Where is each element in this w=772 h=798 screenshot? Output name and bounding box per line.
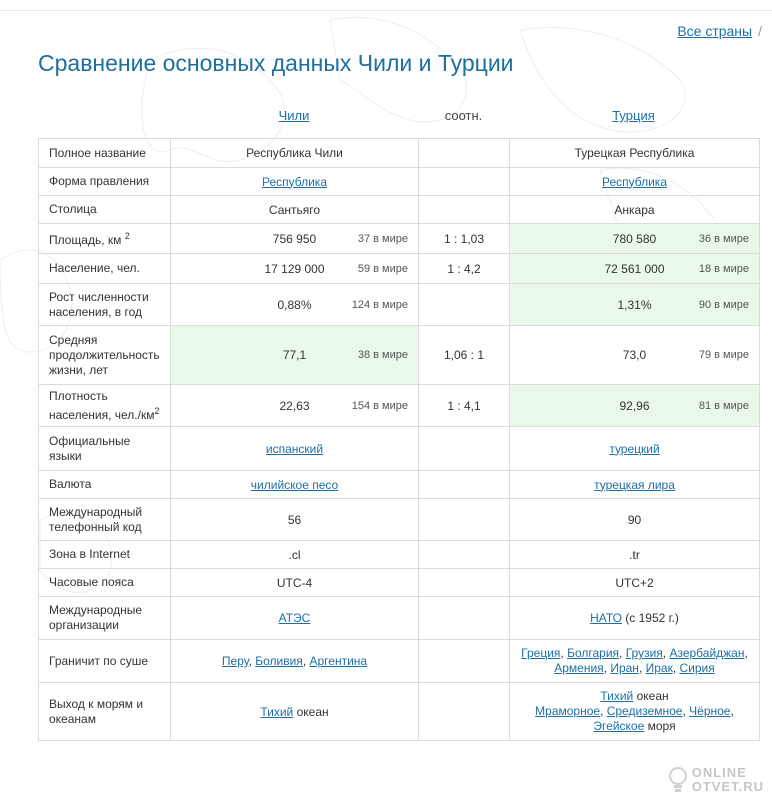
border-country-link[interactable]: Аргентина xyxy=(309,654,368,668)
turkey-value xyxy=(510,385,760,427)
sea-link[interactable]: Средиземное xyxy=(606,704,683,718)
table-row xyxy=(39,597,760,640)
ratio-value xyxy=(419,427,510,471)
page-title: Сравнение основных данных Чили и Турции xyxy=(38,50,514,76)
ratio-value xyxy=(419,640,510,683)
ratio-value xyxy=(419,597,510,640)
chile-value: Республика Чили xyxy=(171,139,419,168)
chile-rank: 38 в мире xyxy=(357,349,408,361)
turkey-rank: 81 в мире xyxy=(698,399,749,412)
chile-rank: 124 в мире xyxy=(351,298,408,311)
breadcrumb-separator: / xyxy=(758,23,762,39)
chile-value: .cl xyxy=(171,541,419,569)
table-row xyxy=(39,254,760,284)
ratio-value xyxy=(419,196,510,224)
turkey-link[interactable]: Турция xyxy=(612,108,655,123)
chile-value xyxy=(171,427,419,471)
chile-number: 17 129 000 xyxy=(264,261,325,276)
top-divider xyxy=(0,10,772,11)
turkey-value: Греция, Болгария, Грузия, Азербайджан, Армения, Иран, Ирак, Сирия xyxy=(510,640,760,683)
chile-rank: 59 в мире xyxy=(357,262,408,275)
turkey-rank: 36 в мире xyxy=(698,232,749,245)
turkey-value xyxy=(510,326,760,385)
breadcrumb xyxy=(677,23,762,39)
site-watermark xyxy=(668,766,764,794)
border-country-link[interactable]: Азербайджан xyxy=(669,646,745,660)
row-label: Валюта xyxy=(39,471,171,499)
chile-number: 0,88% xyxy=(277,297,312,312)
sea-link[interactable]: Мраморное xyxy=(535,704,601,718)
row-label: Часовые пояса xyxy=(39,569,171,597)
table-row xyxy=(39,427,760,471)
table-row xyxy=(39,569,760,597)
watermark-text xyxy=(692,766,764,794)
chile-number: 22,63 xyxy=(279,398,310,413)
sea-suffix: океан xyxy=(633,689,669,703)
border-country-link[interactable]: Армения xyxy=(554,661,604,675)
table-row xyxy=(39,683,760,741)
sea-link[interactable]: Эгейское xyxy=(593,719,645,733)
border-country-link[interactable]: Сирия xyxy=(679,661,715,675)
ratio-value xyxy=(419,139,510,168)
row-label-text: Площадь, км xyxy=(49,233,122,247)
turkey-number: 780 580 xyxy=(612,231,657,246)
row-label: Зона в Internet xyxy=(39,541,171,569)
turkey-value: Турецкая Республика xyxy=(510,139,760,168)
ratio-value: 1 : 4,2 xyxy=(419,254,510,284)
turkey-value xyxy=(510,168,760,196)
chile-language-link[interactable]: испанский xyxy=(265,441,324,456)
sea-suffix: моря xyxy=(644,719,676,733)
lightbulb-icon xyxy=(668,766,688,794)
turkey-rank: 90 в мире xyxy=(698,298,749,311)
chile-rank: 37 в мире xyxy=(357,232,408,245)
comparison-table xyxy=(38,138,760,741)
column-header-right xyxy=(509,108,758,123)
table-row xyxy=(39,385,760,427)
chile-number: 77,1 xyxy=(282,348,307,362)
chile-currency-link[interactable]: чилийское песо xyxy=(250,477,339,492)
table-row xyxy=(39,326,760,385)
row-label: Международный телефонный код xyxy=(39,499,171,541)
turkey-value: Анкара xyxy=(510,196,760,224)
row-label: Официальные языки xyxy=(39,427,171,471)
watermark-line1: ONLINE xyxy=(691,765,747,780)
chile-value xyxy=(171,597,419,640)
row-label: Международные организации xyxy=(39,597,171,640)
row-label: Полное название xyxy=(39,139,171,168)
chile-rank: 154 в мире xyxy=(351,399,408,412)
chile-value xyxy=(171,326,419,385)
border-country-link[interactable]: Боливия xyxy=(255,654,303,668)
turkey-number: 73,0 xyxy=(622,348,647,362)
turkey-value: UTC+2 xyxy=(510,569,760,597)
chile-number: 756 950 xyxy=(272,231,317,246)
table-row xyxy=(39,196,760,224)
sea-link[interactable]: Тихий xyxy=(260,704,294,719)
ratio-value xyxy=(419,499,510,541)
turkey-rank: 79 в мире xyxy=(698,349,749,361)
border-country-link[interactable]: Греция xyxy=(521,646,561,660)
chile-value xyxy=(171,284,419,326)
turkey-currency-link[interactable]: турецкая лира xyxy=(594,477,675,492)
table-row xyxy=(39,284,760,326)
border-country-link[interactable]: Грузия xyxy=(625,646,663,660)
ratio-value xyxy=(419,683,510,741)
turkey-value xyxy=(510,224,760,254)
ratio-value: 1 : 4,1 xyxy=(419,385,510,427)
sea-suffix: океан xyxy=(293,704,329,719)
row-label-superscript: 2 xyxy=(154,405,160,416)
ratio-value xyxy=(419,569,510,597)
chile-value xyxy=(171,168,419,196)
column-header-left xyxy=(170,108,418,123)
column-header-ratio: соотн. xyxy=(444,108,483,123)
ratio-value xyxy=(419,471,510,499)
chile-organization-link[interactable]: АТЭС xyxy=(278,611,311,625)
table-row xyxy=(39,224,760,254)
border-country-link[interactable]: Иран xyxy=(610,661,639,675)
turkey-value xyxy=(510,284,760,326)
ratio-value xyxy=(419,168,510,196)
turkey-value: 90 xyxy=(510,499,760,541)
row-label: Граничит по суше xyxy=(39,640,171,683)
chile-value: Перу, Боливия, Аргентина xyxy=(171,640,419,683)
row-label: Население, чел. xyxy=(39,254,171,284)
ratio-value xyxy=(419,284,510,326)
chile-value: Сантьяго xyxy=(171,196,419,224)
chile-value xyxy=(171,224,419,254)
table-row xyxy=(39,168,760,196)
row-label: Средняя продолжительность жизни, лет xyxy=(39,326,171,385)
ratio-value: 1,06 : 1 xyxy=(419,326,510,385)
chile-value xyxy=(171,683,419,741)
turkey-organization-link[interactable]: НАТО xyxy=(590,611,622,625)
turkey-value xyxy=(510,471,760,499)
table-row xyxy=(39,499,760,541)
row-label xyxy=(39,224,171,254)
turkey-number: 92,96 xyxy=(619,398,650,413)
row-label: Выход к морям и океанам xyxy=(39,683,171,741)
turkey-organization-note: (с 1952 г.) xyxy=(621,611,679,625)
row-label: Форма правления xyxy=(39,168,171,196)
chile-value xyxy=(171,385,419,427)
turkey-number: 72 561 000 xyxy=(604,261,665,276)
turkey-value xyxy=(510,597,760,640)
row-label: Рост численности населения, в год xyxy=(39,284,171,326)
turkey-number: 1,31% xyxy=(617,297,652,312)
chile-value: UTC-4 xyxy=(171,569,419,597)
chile-link[interactable]: Чили xyxy=(278,108,310,123)
border-country-link[interactable]: Ирак xyxy=(645,661,673,675)
table-row xyxy=(39,139,760,168)
border-country-link[interactable]: Перу xyxy=(221,654,249,668)
table-row xyxy=(39,640,760,683)
all-countries-link[interactable]: Все страны xyxy=(677,23,753,39)
turkey-value xyxy=(510,254,760,284)
chile-value xyxy=(171,254,419,284)
turkey-language-link[interactable]: турецкий xyxy=(609,441,660,456)
turkey-value: Тихий океан Мраморное, Средиземное, Чёрное, Эгейское моря xyxy=(510,683,760,741)
row-label: Столица xyxy=(39,196,171,224)
row-label xyxy=(39,385,171,427)
table-row xyxy=(39,541,760,569)
turkey-value xyxy=(510,427,760,471)
sea-link[interactable]: Тихий xyxy=(600,689,634,703)
table-row xyxy=(39,471,760,499)
chile-value: 56 xyxy=(171,499,419,541)
ratio-value: 1 : 1,03 xyxy=(419,224,510,254)
turkey-government-link[interactable]: Республика xyxy=(601,174,667,189)
border-country-link[interactable]: Болгария xyxy=(567,646,620,660)
row-label-text: Плотность населения, чел./км xyxy=(49,388,155,422)
turkey-rank: 18 в мире xyxy=(698,262,749,275)
turkey-value: .tr xyxy=(510,541,760,569)
ratio-value xyxy=(419,541,510,569)
watermark-line2: OTVET.RU xyxy=(691,779,764,794)
chile-government-link[interactable]: Республика xyxy=(261,174,327,189)
sea-link[interactable]: Чёрное xyxy=(689,704,731,718)
chile-value xyxy=(171,471,419,499)
row-label-superscript: 2 xyxy=(124,231,130,241)
